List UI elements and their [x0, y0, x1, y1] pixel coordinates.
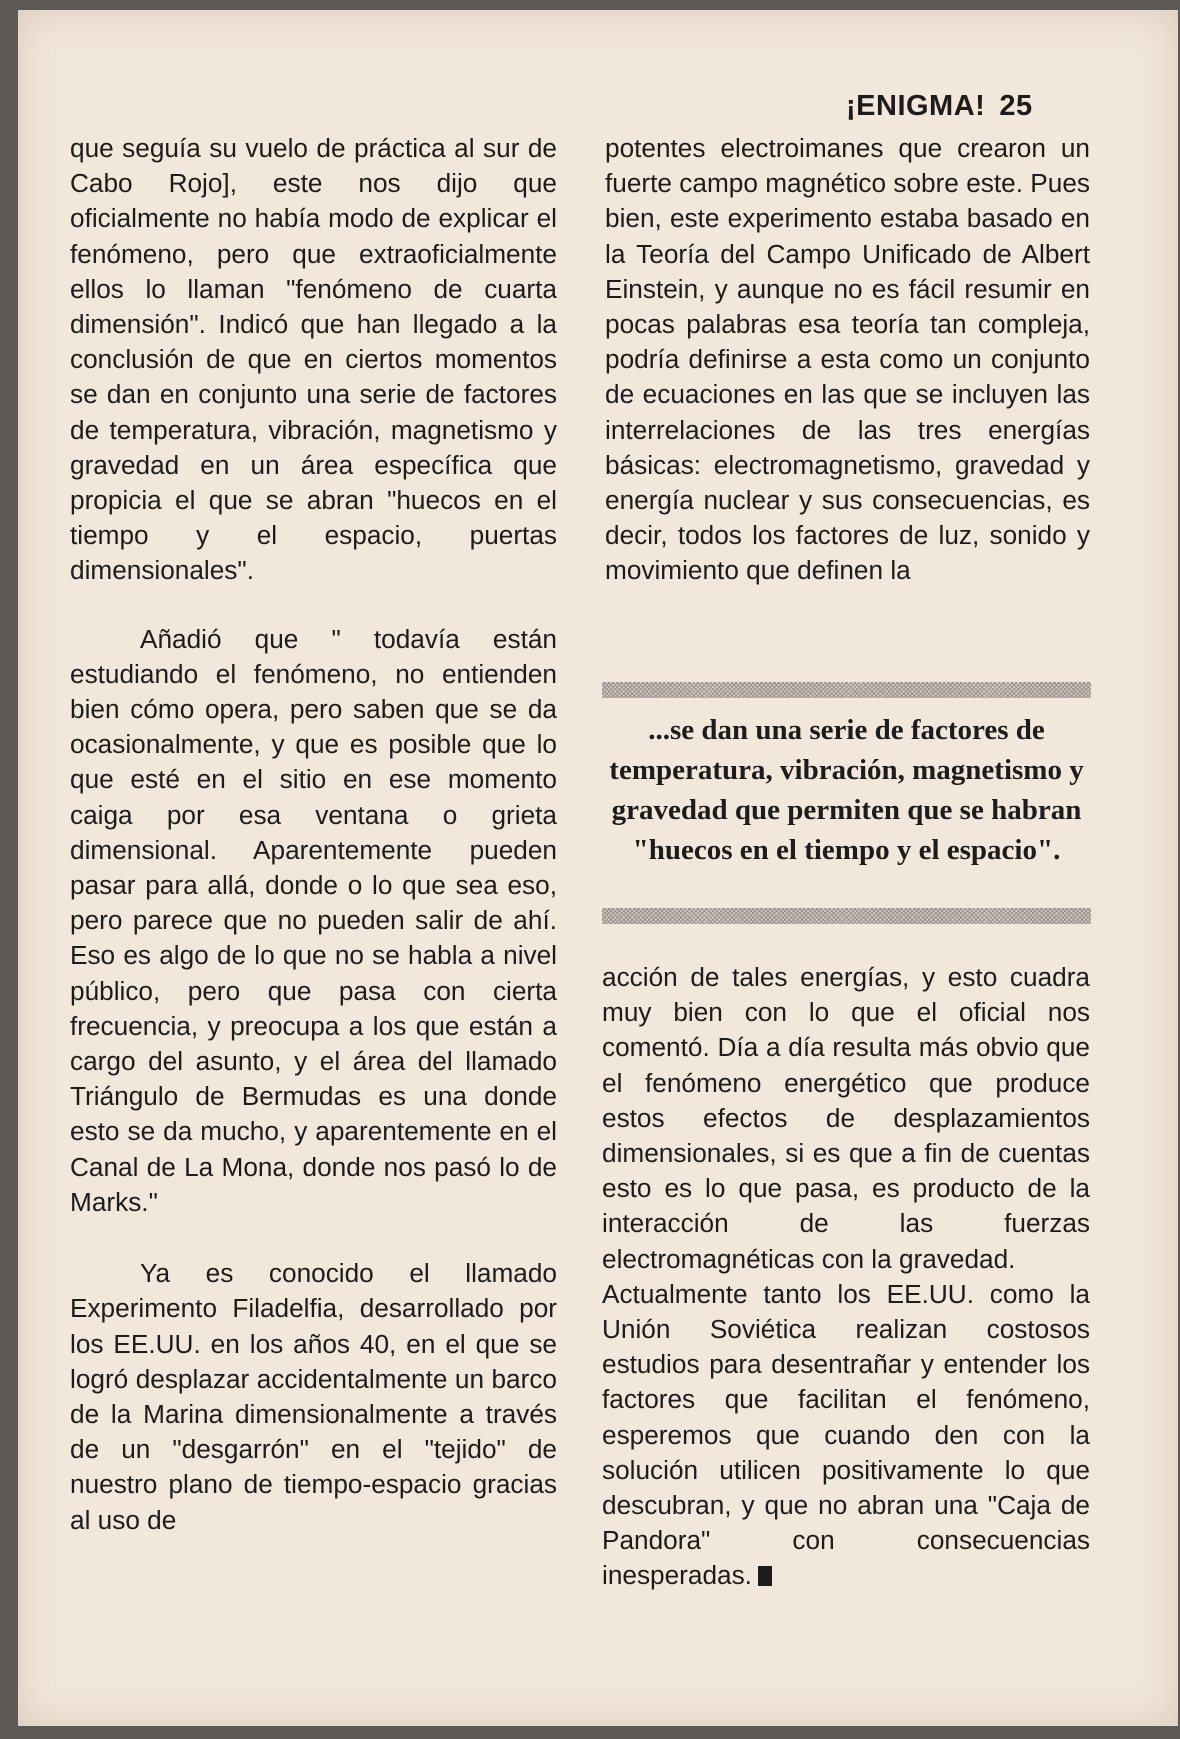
paragraph-left-2: Añadió que " todavía están estudiando el fenómeno, no entienden bien cómo opera, pero saben que se da ocasionalmente, y que es posible que lo que esté en el sitio en ese momento caiga por esa ventana o grieta dimensional. Aparentemente pueden pasar para allá, donde o lo que sea eso, pero parece que no pueden salir de ahí. Eso es algo de lo que no se habla a nivel público, pero que pasa con cierta frecuencia, y preocupa a los que están a cargo del asunto, y el área del llamado Triángulo de Bermudas es una donde esto se da mucho, y aparentemente en el Canal de La Mona, donde nos pasó lo de Marks." [70, 623, 557, 1217]
paragraph-right-1: potentes electroimanes que crearon un fuerte campo magnético sobre este. Pues bien, este experimento estaba basado en la Teoría del Campo Unificado de Albert Einstein, y aunque no es fácil resumir en pocas palabras esa teoría tan compleja, podría definirse a esta como un conjunto de ecuaciones en las que se incluyen las interrelaciones de las tres energías básicas: electromagnetismo, gravedad y energía nuclear y sus consecuencias, es decir, todos los factores de luz, sonido y movimiento que definen la [605, 133, 1090, 586]
paragraph-right-2: acción de tales energías, y esto cuadra muy bien con lo que el oficial nos comentó. Día a día resulta más obvio que el fenómeno energético que produce estos efectos de desplazamientos dimensionales, si es que a fin de cuentas esto es lo que pasa, es producto de la interacción de las fuerzas electromagnéticas con la gravedad. [602, 962, 1090, 1274]
paragraph-left-3: Ya es conocido el llamado Experimento Filadelfia, desarrollado por los EE.UU. en los años 40, en el que se logró desplazar accidentalmente un barco de la Marina dimensionalmente a través de un "desgarrón" en el "tejido" de nuestro plano de tiempo-espacio gracias al uso de [70, 1258, 557, 1535]
left-column [70, 131, 557, 1538]
pullquote-bottom-rule [602, 908, 1091, 924]
end-of-article-square-icon [758, 1566, 772, 1586]
paragraph-right-3-text: Actualmente tanto los EE.UU. como la Unión Soviética realizan costosos estudios para desentrañar y entender los factores que facilitan el fenómeno, esperemos que cuando den con la solución utilicen positivamente lo que descubran, y que no abran una "Caja de Pandora" con consecuencias inesperadas. [602, 1278, 1090, 1591]
right-column-top [605, 131, 1090, 589]
paragraph-right-3 [602, 1277, 1090, 1594]
magazine-page [18, 10, 1178, 1726]
page-number: 25 [999, 90, 1033, 122]
right-column-bottom [602, 960, 1090, 1594]
pullquote-top-rule [602, 682, 1091, 698]
running-head [846, 90, 1033, 123]
paragraph-left-1: que seguía su vuelo de práctica al sur de Cabo Rojo], este nos dijo que oficialmente no había modo de explicar el fenómeno, pero que extraoficialmente ellos lo llaman "fenómeno de cuarta dimensión". Indicó que han llegado a la conclusión de que en ciertos momentos se dan en conjunto una serie de factores de temperatura, vibración, magnetismo y gravedad en un área específica que propicia el que se abran "huecos en el tiempo y el espacio, puertas dimensionales". [70, 133, 557, 586]
magazine-title: ¡ENIGMA! [846, 90, 986, 122]
pullquote: ...se dan una serie de factores de temperatura, vibración, magnetismo y gravedad que permiten que se habran "huecos en el tiempo y el espacio". [609, 714, 1084, 866]
